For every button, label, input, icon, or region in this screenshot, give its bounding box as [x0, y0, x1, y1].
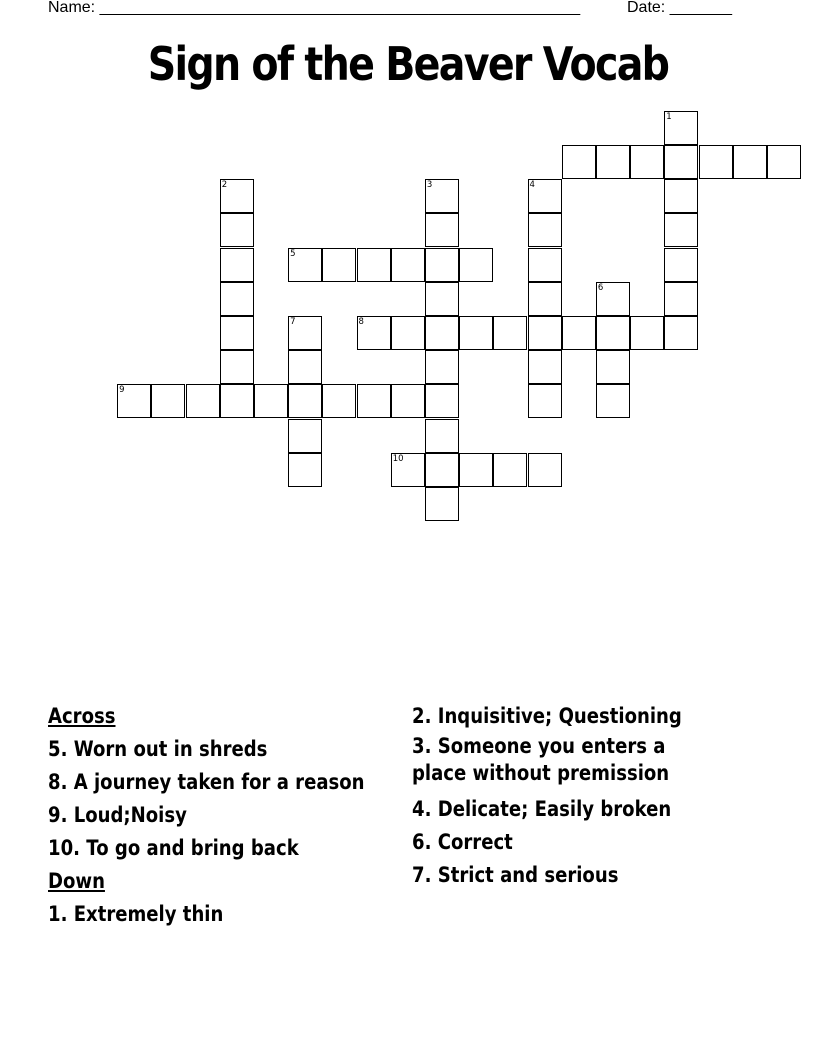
- across-clue: 10. To go and bring back: [48, 836, 299, 860]
- across-clue: 5. Worn out in shreds: [48, 737, 268, 761]
- crossword-cell[interactable]: [528, 350, 562, 384]
- crossword-grid: [0, 0, 816, 520]
- crossword-cell[interactable]: [220, 282, 254, 316]
- crossword-cell[interactable]: [322, 384, 356, 418]
- down-clue: 1. Extremely thin: [48, 902, 224, 926]
- crossword-cell[interactable]: [664, 145, 698, 179]
- crossword-cell[interactable]: [493, 316, 527, 350]
- crossword-cell[interactable]: [425, 487, 459, 521]
- crossword-cell[interactable]: [459, 316, 493, 350]
- crossword-cell[interactable]: [664, 282, 698, 316]
- crossword-cell[interactable]: [733, 145, 767, 179]
- clue-number: 7: [290, 316, 296, 327]
- crossword-cell[interactable]: [288, 316, 322, 350]
- crossword-cell[interactable]: [425, 316, 459, 350]
- crossword-cell[interactable]: [596, 145, 630, 179]
- crossword-cell[interactable]: [459, 248, 493, 282]
- crossword-cell[interactable]: [528, 453, 562, 487]
- crossword-cell[interactable]: [220, 179, 254, 213]
- crossword-cell[interactable]: [357, 248, 391, 282]
- clue-number: 9: [119, 385, 125, 396]
- crossword-cell[interactable]: [562, 145, 596, 179]
- crossword-cell[interactable]: [425, 419, 459, 453]
- crossword-cell[interactable]: [220, 316, 254, 350]
- crossword-cell[interactable]: [528, 282, 562, 316]
- crossword-cell[interactable]: [528, 179, 562, 213]
- crossword-cell[interactable]: [630, 145, 664, 179]
- crossword-cell[interactable]: [391, 453, 425, 487]
- crossword-cell[interactable]: [220, 384, 254, 418]
- across-clue: 9. Loud;Noisy: [48, 803, 187, 827]
- clue-number: 5: [290, 248, 296, 259]
- crossword-cell[interactable]: [425, 453, 459, 487]
- down-clue: 4. Delicate; Easily broken: [412, 797, 672, 821]
- crossword-cell[interactable]: [664, 316, 698, 350]
- crossword-cell[interactable]: [630, 316, 664, 350]
- crossword-cell[interactable]: [425, 248, 459, 282]
- crossword-cell[interactable]: [664, 111, 698, 145]
- crossword-cell[interactable]: [664, 213, 698, 247]
- crossword-cell[interactable]: [699, 145, 733, 179]
- crossword-cell[interactable]: [220, 248, 254, 282]
- crossword-cell[interactable]: [220, 213, 254, 247]
- crossword-cell[interactable]: [562, 316, 596, 350]
- crossword-cell[interactable]: [425, 350, 459, 384]
- clue-number: 1: [666, 111, 672, 122]
- clue-number: 2: [221, 180, 228, 191]
- clues-right-column: [412, 700, 742, 892]
- crossword-cell[interactable]: [288, 350, 322, 384]
- crossword-cell[interactable]: [391, 316, 425, 350]
- down-clue: 6. Correct: [412, 830, 513, 854]
- crossword-cell[interactable]: [596, 282, 630, 316]
- date-field[interactable]: Date: _______: [627, 0, 732, 16]
- crossword-cell[interactable]: [391, 248, 425, 282]
- crossword-cell[interactable]: [288, 384, 322, 418]
- crossword-cell[interactable]: [322, 248, 356, 282]
- crossword-cell[interactable]: [528, 248, 562, 282]
- name-field[interactable]: Name: ______________________________________________________: [48, 0, 581, 16]
- clue-number: 4: [529, 180, 535, 191]
- clue-number: 8: [358, 316, 364, 327]
- crossword-cell[interactable]: [596, 384, 630, 418]
- crossword-cell[interactable]: [391, 384, 425, 418]
- crossword-cell[interactable]: [528, 213, 562, 247]
- clues-left-column: [48, 700, 416, 931]
- crossword-cell[interactable]: [596, 350, 630, 384]
- crossword-cell[interactable]: [151, 384, 185, 418]
- clue-number: 6: [597, 282, 604, 293]
- crossword-cell[interactable]: [288, 248, 322, 282]
- crossword-cell[interactable]: [493, 453, 527, 487]
- page-title: Sign of the Beaver Vocab: [147, 37, 669, 91]
- crossword-cell[interactable]: [254, 384, 288, 418]
- crossword-cell[interactable]: [459, 453, 493, 487]
- crossword-cell[interactable]: [220, 350, 254, 384]
- crossword-cell[interactable]: [288, 419, 322, 453]
- crossword-cell[interactable]: [425, 282, 459, 316]
- crossword-cell[interactable]: [357, 384, 391, 418]
- down-clue: 7. Strict and serious: [412, 863, 619, 887]
- crossword-cell[interactable]: [664, 179, 698, 213]
- across-heading: Across: [48, 704, 116, 728]
- down-clue: 3. Someone you enters a place without premission: [412, 734, 670, 785]
- crossword-cell[interactable]: [357, 316, 391, 350]
- clue-number: 10: [392, 453, 404, 464]
- crossword-cell[interactable]: [425, 213, 459, 247]
- crossword-cell[interactable]: [288, 453, 322, 487]
- crossword-cell[interactable]: [767, 145, 801, 179]
- crossword-cell[interactable]: [664, 248, 698, 282]
- crossword-cell[interactable]: [425, 179, 459, 213]
- clue-number: 3: [426, 180, 433, 191]
- crossword-cell[interactable]: [528, 384, 562, 418]
- down-heading: Down: [48, 869, 105, 893]
- crossword-cell[interactable]: [528, 316, 562, 350]
- across-clue: 8. A journey taken for a reason: [48, 770, 365, 794]
- crossword-cell[interactable]: [117, 384, 151, 418]
- crossword-cell[interactable]: [425, 384, 459, 418]
- down-clue: 2. Inquisitive; Questioning: [412, 704, 682, 728]
- crossword-cell[interactable]: [186, 384, 220, 418]
- crossword-cell[interactable]: [596, 316, 630, 350]
